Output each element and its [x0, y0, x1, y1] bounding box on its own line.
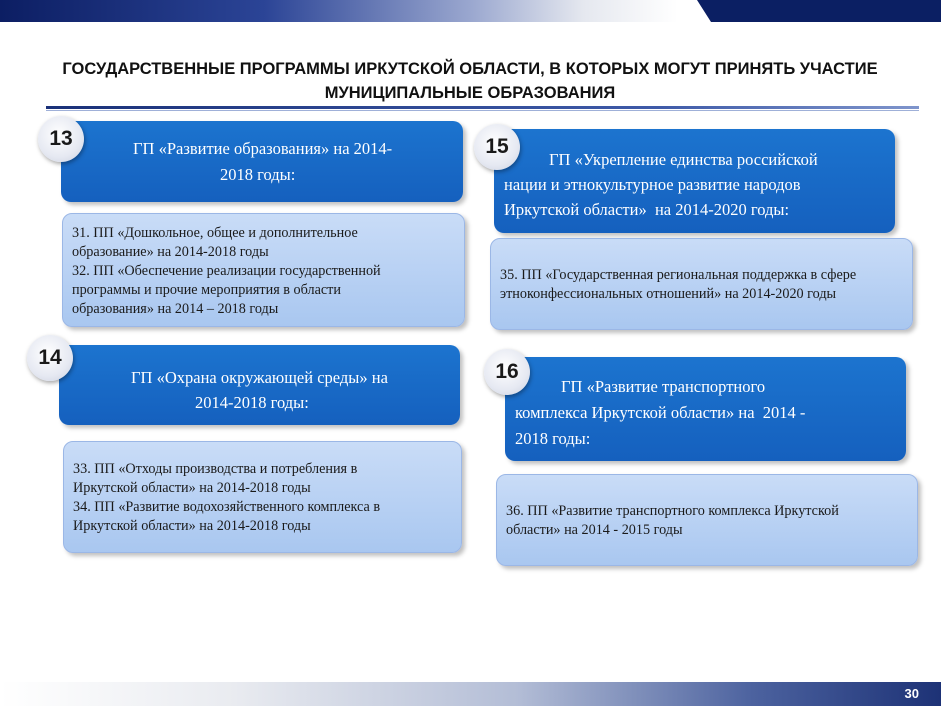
- page-title-line-1: ГОСУДАРСТВЕННЫЕ ПРОГРАММЫ ИРКУТСКОЙ ОБЛАСТИ, В КОТОРЫХ МОГУТ ПРИНЯТЬ УЧАСТИЕ: [62, 60, 878, 78]
- gp-box-14: [59, 345, 460, 425]
- gp-box-16: [505, 357, 906, 461]
- program-number-16: 16: [484, 349, 530, 395]
- title-underline-thin: [46, 110, 919, 111]
- header-band-accent: [681, 0, 941, 22]
- gp-14-line-1: ГП «Охрана окружающей среды» на: [131, 368, 388, 387]
- gp-15-line-2: нации и этнокультурное развитие народов: [504, 175, 801, 194]
- gp-15-line-3: Иркутской области» на 2014-2020 годы:: [504, 200, 790, 219]
- pp-13-line-5: образования» на 2014 – 2018 годы: [72, 301, 279, 317]
- pp-13-line-4: программы и прочие мероприятия в области: [72, 282, 341, 298]
- pp-box-16: [496, 474, 918, 566]
- program-number-15: 15: [474, 124, 520, 170]
- pp-13-line-3: 32. ПП «Обеспечение реализации государственной: [72, 263, 381, 279]
- page-title: [20, 57, 920, 105]
- page-title-line-2: МУНИЦИПАЛЬНЫЕ ОБРАЗОВАНИЯ: [324, 84, 616, 102]
- pp-14-line-2: Иркутской области» на 2014-2018 годы: [73, 480, 311, 496]
- gp-13-line-1: ГП «Развитие образования» на 2014-: [133, 139, 393, 158]
- pp-13-line-2: образование» на 2014-2018 годы: [72, 244, 269, 260]
- pp-16-line-1: 36. ПП «Развитие транспортного комплекса Иркутской: [506, 503, 839, 519]
- gp-16-line-3: 2018 годы:: [515, 429, 591, 448]
- pp-box-15: [490, 238, 913, 330]
- program-number-13: 13: [38, 116, 84, 162]
- pp-16-line-2: области» на 2014 - 2015 годы: [506, 522, 683, 538]
- gp-16-line-1: ГП «Развитие транспортного: [561, 377, 766, 396]
- title-underline: [46, 106, 919, 109]
- pp-14-line-1: 33. ПП «Отходы производства и потребления в: [73, 461, 358, 477]
- gp-14-line-2: 2014-2018 годы:: [195, 393, 309, 412]
- gp-13-line-2: 2018 годы:: [220, 165, 296, 184]
- pp-14-line-3: 34. ПП «Развитие водохозяйственного комплекса в: [73, 499, 381, 515]
- pp-15-line-1: 35. ПП «Государственная региональная поддержка в сфере: [500, 267, 857, 283]
- pp-15-line-2: этноконфессиональных отношений» на 2014-2020 годы: [500, 286, 837, 302]
- pp-box-13: [62, 213, 465, 327]
- gp-15-line-1: ГП «Укрепление единства российской: [549, 150, 818, 169]
- gp-box-15: [494, 129, 895, 233]
- gp-box-13: [61, 121, 463, 202]
- pp-14-line-4: Иркутской области» на 2014-2018 годы: [73, 518, 311, 534]
- program-number-14: 14: [27, 335, 73, 381]
- page-number: 30: [904, 686, 919, 701]
- footer-band: [0, 682, 941, 706]
- pp-13-line-1: 31. ПП «Дошкольное, общее и дополнительное: [72, 225, 358, 241]
- pp-box-14: [63, 441, 462, 553]
- gp-16-line-2: комплекса Иркутской области» на 2014 -: [515, 403, 806, 422]
